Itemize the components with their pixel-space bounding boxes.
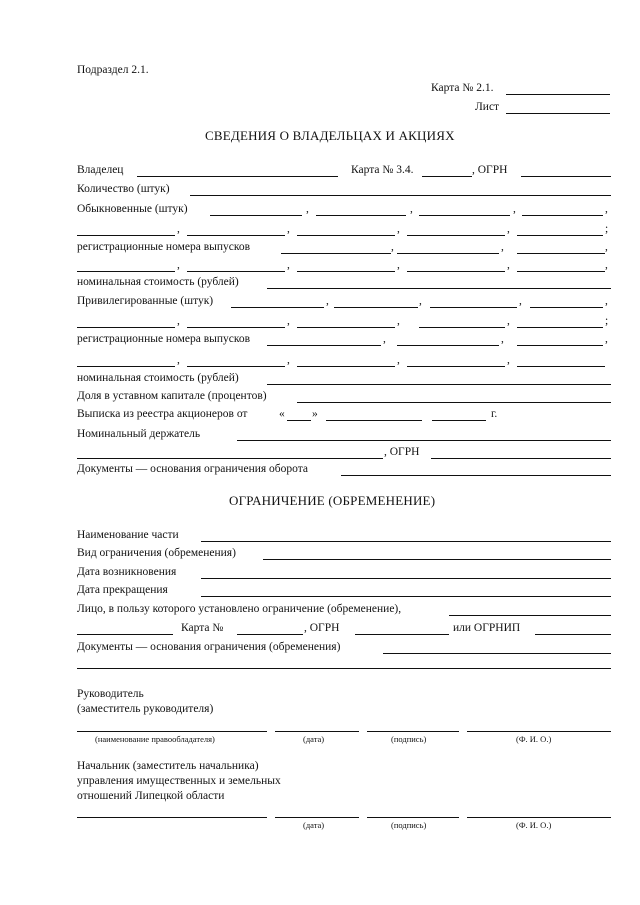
ordinary-field-6[interactable]: [187, 235, 285, 236]
preferred-field-4[interactable]: [530, 307, 603, 308]
fio-caption: (Ф. И. О.): [516, 820, 552, 830]
holder-caption: (наименование правообладателя): [95, 734, 215, 744]
section-title-owners: СВЕДЕНИЯ О ВЛАДЕЛЬЦАХ И АКЦИЯХ: [205, 128, 455, 143]
preferred-field-7[interactable]: [297, 327, 395, 328]
quantity-label: Количество (штук): [77, 183, 170, 195]
owner-label: Владелец: [77, 164, 124, 176]
comma: ,: [605, 203, 608, 215]
date-end-label: Дата прекращения: [77, 584, 168, 596]
sheet-field[interactable]: [506, 113, 610, 114]
ordinary-reg-label: регистрационные номера выпусков: [77, 241, 251, 253]
preferred-reg-field-5[interactable]: [187, 366, 285, 367]
preferred-field-1[interactable]: [231, 307, 324, 308]
sheet-label: Лист: [475, 101, 500, 113]
preferred-reg-field-1[interactable]: [267, 345, 381, 346]
owner-field[interactable]: [137, 176, 338, 177]
preferred-field-2[interactable]: [334, 307, 418, 308]
year-suffix: г.: [491, 408, 498, 420]
head-fio-field[interactable]: [467, 731, 611, 732]
comma: ,: [507, 259, 510, 271]
docs-turnover-field[interactable]: [341, 475, 611, 476]
chief-label-3: отношений Липецкой области: [77, 790, 225, 802]
ordinary-field-8[interactable]: [407, 235, 505, 236]
sign-caption: (подпись): [391, 734, 427, 744]
head-sign-field[interactable]: [367, 731, 459, 732]
ordinary-reg-field-5[interactable]: [187, 271, 285, 272]
preferred-reg-field-8[interactable]: [517, 366, 605, 367]
nominee-label: Номинальный держатель: [77, 428, 201, 440]
comma: ,: [507, 354, 510, 366]
comma: ,: [287, 259, 290, 271]
restriction-type-field[interactable]: [263, 559, 611, 560]
preferred-field-6[interactable]: [187, 327, 285, 328]
comma: ,: [605, 259, 608, 271]
beneficiary-card-label: Карта №: [181, 622, 224, 634]
comma: ,: [397, 259, 400, 271]
ordinary-reg-field-7[interactable]: [407, 271, 505, 272]
comma: ,: [287, 315, 290, 327]
comma: ,: [326, 295, 329, 307]
chief-sign-field[interactable]: [367, 817, 459, 818]
ordinary-field-5[interactable]: [77, 235, 175, 236]
extract-label: Выписка из реестра акционеров от: [77, 408, 248, 420]
comma: ,: [501, 333, 504, 345]
quote-open: «: [279, 408, 285, 420]
comma: ,: [383, 333, 386, 345]
owner-ogrn-field[interactable]: [521, 176, 611, 177]
ordinary-field-1[interactable]: [210, 215, 302, 216]
ordinary-label: Обыкновенные (штук): [77, 203, 188, 215]
head-deputy-label: (заместитель руководителя): [77, 703, 214, 715]
preferred-reg-field-2[interactable]: [397, 345, 499, 346]
comma: ,: [397, 354, 400, 366]
comma: ,: [519, 295, 522, 307]
ogrnip-label: или ОГРНИП: [453, 622, 521, 634]
extract-day-field[interactable]: [287, 420, 311, 421]
ordinary-reg-field-2[interactable]: [397, 253, 499, 254]
ordinary-reg-field-6[interactable]: [297, 271, 395, 272]
owner-ogrn-label: , ОГРН: [472, 164, 508, 176]
preferred-nominal-label: номинальная стоимость (рублей): [77, 372, 239, 384]
preferred-field-9[interactable]: [517, 327, 603, 328]
chief-date-field[interactable]: [275, 817, 359, 818]
comma: ,: [177, 354, 180, 366]
ordinary-nominal-field[interactable]: [267, 288, 611, 289]
preferred-field-5[interactable]: [77, 327, 175, 328]
comma: ,: [177, 223, 180, 235]
preferred-reg-label: регистрационные номера выпусков: [77, 333, 251, 345]
comma: ,: [605, 241, 608, 253]
part-name-field[interactable]: [201, 541, 611, 542]
restriction-type-label: Вид ограничения (обременения): [77, 547, 236, 559]
comma: ,: [605, 295, 608, 307]
ordinary-reg-field-1[interactable]: [281, 253, 391, 254]
restriction-docs-label: Документы — основания ограничения (обременения): [77, 641, 341, 653]
part-name-label: Наименование части: [77, 529, 179, 541]
comma: ,: [501, 241, 504, 253]
beneficiary-ogrn-field[interactable]: [355, 634, 449, 635]
ordinary-reg-field-3[interactable]: [517, 253, 605, 254]
share-field[interactable]: [297, 402, 611, 403]
comma: ,: [391, 241, 394, 253]
date-start-label: Дата возникновения: [77, 566, 177, 578]
head-label: Руководитель: [77, 688, 144, 700]
preferred-reg-field-7[interactable]: [407, 366, 505, 367]
beneficiary-field[interactable]: [449, 615, 611, 616]
nominee-ogrn-label: , ОГРН: [384, 446, 420, 458]
date-end-field[interactable]: [201, 596, 611, 597]
chief-label-1: Начальник (заместитель начальника): [77, 760, 259, 772]
extract-year-field[interactable]: [432, 420, 486, 421]
nominee-ogrn-field[interactable]: [431, 458, 611, 459]
beneficiary-card-field[interactable]: [237, 634, 303, 635]
comma: ,: [287, 354, 290, 366]
comma: ,: [605, 333, 608, 345]
card-number-field[interactable]: [506, 94, 610, 95]
preferred-field-8[interactable]: [419, 327, 505, 328]
comma: ,: [513, 203, 516, 215]
card34-field[interactable]: [422, 176, 472, 177]
ordinary-reg-field-8[interactable]: [517, 271, 605, 272]
nominee-field[interactable]: [237, 440, 611, 441]
ordinary-field-4[interactable]: [522, 215, 603, 216]
chief-label-2: управления имущественных и земельных: [77, 775, 281, 787]
ordinary-nominal-label: номинальная стоимость (рублей): [77, 276, 239, 288]
preferred-nominal-field[interactable]: [267, 384, 611, 385]
comma: ,: [306, 203, 309, 215]
semicolon: ;: [605, 315, 609, 327]
restriction-docs-field[interactable]: [383, 653, 611, 654]
date-caption: (дата): [303, 734, 325, 744]
ogrnip-field[interactable]: [535, 634, 611, 635]
comma: ,: [419, 295, 422, 307]
comma: ,: [397, 223, 400, 235]
comma: ,: [177, 315, 180, 327]
date-caption: (дата): [303, 820, 325, 830]
card-number-label: Карта № 2.1.: [431, 82, 494, 94]
ordinary-field-7[interactable]: [297, 235, 395, 236]
semicolon: ;: [605, 223, 609, 235]
docs-turnover-label: Документы — основания ограничения оборота: [77, 463, 309, 475]
ordinary-reg-field-4[interactable]: [77, 271, 175, 272]
subsection-label: Подраздел 2.1.: [77, 64, 149, 76]
extract-month-field[interactable]: [326, 420, 422, 421]
comma: ,: [410, 203, 413, 215]
section-title-restriction: ОГРАНИЧЕНИЕ (ОБРЕМЕНЕНИЕ): [229, 493, 436, 508]
chief-name-field[interactable]: [77, 817, 267, 818]
preferred-reg-field-6[interactable]: [297, 366, 395, 367]
preferred-label: Привилегированные (штук): [77, 295, 214, 307]
preferred-reg-field-4[interactable]: [77, 366, 175, 367]
chief-fio-field[interactable]: [467, 817, 611, 818]
comma: ,: [507, 315, 510, 327]
head-date-field[interactable]: [275, 731, 359, 732]
holder-name-field[interactable]: [77, 731, 267, 732]
comma: ,: [507, 223, 510, 235]
share-label: Доля в уставном капитале (процентов): [77, 390, 267, 402]
date-start-field[interactable]: [201, 578, 611, 579]
quote-close: »: [312, 408, 318, 420]
preferred-reg-field-3[interactable]: [517, 345, 603, 346]
preferred-field-3[interactable]: [430, 307, 517, 308]
ordinary-field-9[interactable]: [517, 235, 603, 236]
comma: ,: [177, 259, 180, 271]
quantity-field[interactable]: [190, 195, 611, 196]
beneficiary-label: Лицо, в пользу которого установлено ограничение (обременение),: [77, 603, 402, 615]
comma: ,: [287, 223, 290, 235]
restriction-docs-field-2[interactable]: [77, 668, 611, 669]
comma: ,: [397, 315, 400, 327]
fio-caption: (Ф. И. О.): [516, 734, 552, 744]
nominee-field-2[interactable]: [77, 458, 383, 459]
card34-label: Карта № 3.4.: [351, 164, 414, 176]
ordinary-field-3[interactable]: [419, 215, 510, 216]
beneficiary-ogrn-label: , ОГРН: [304, 622, 340, 634]
sign-caption: (подпись): [391, 820, 427, 830]
ordinary-field-2[interactable]: [316, 215, 406, 216]
beneficiary-field-2[interactable]: [77, 634, 173, 635]
